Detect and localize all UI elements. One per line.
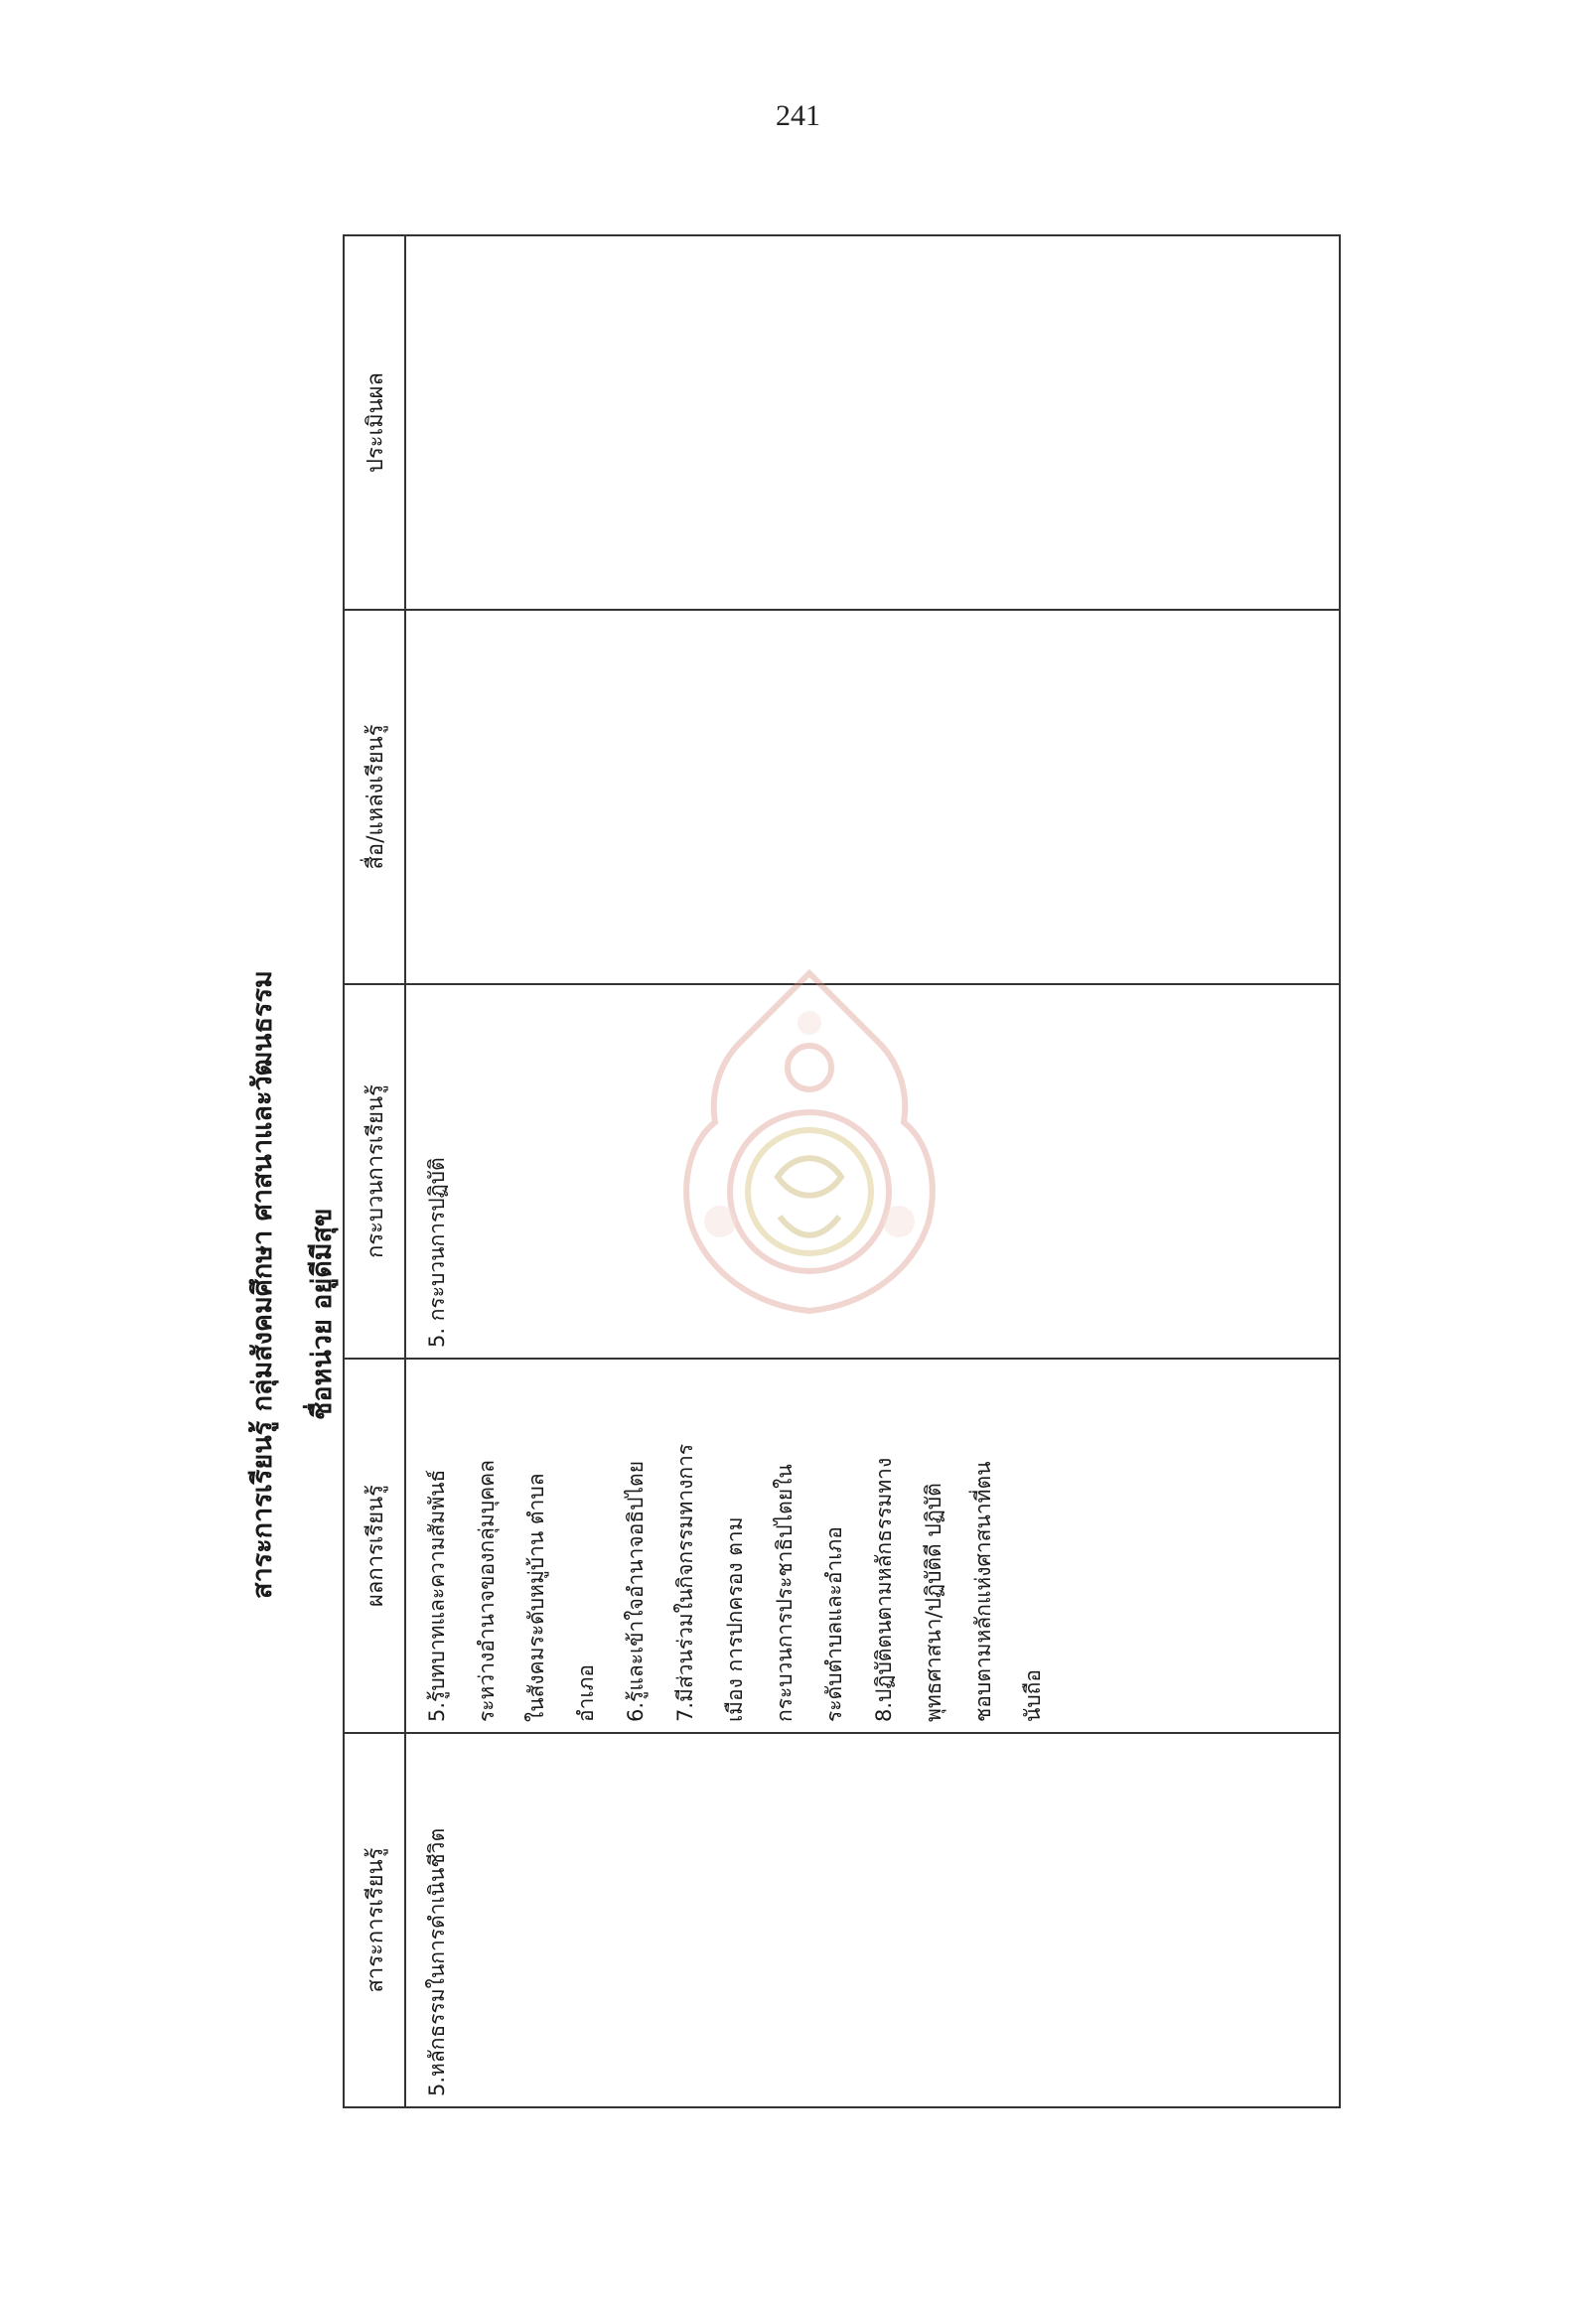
cell-media	[405, 610, 1340, 984]
outcome-line: 8.ปฏิบัติตนตามหลักธรรมทาง	[872, 1457, 896, 1722]
cell-outcomes	[405, 1359, 1340, 1733]
process-text: 5. กระบวนการปฏิบัติ	[425, 1157, 449, 1348]
cell-evaluation	[405, 235, 1340, 610]
header-process: กระบวนการเรียนรู้	[344, 984, 405, 1359]
outcome-line: นับถือ	[1021, 1668, 1045, 1722]
outcome-line: กระบวนการประชาธิปไตยใน	[773, 1464, 797, 1722]
unit-title: ชื่อหน่วย อยู่ดีมีสุข	[307, 1208, 338, 1420]
page-number: 241	[776, 99, 820, 132]
outcome-line: พุทธศาสนา/ปฏิบัติดี ปฏิบัติ	[922, 1483, 945, 1722]
outcome-line: 6.รู้และเข้าใจอำนาจอธิปไตย	[624, 1460, 648, 1722]
outcome-line: ระหว่างอำนาจของกลุ่มบุคคล	[475, 1459, 499, 1722]
outcome-line: 7.มีส่วนร่วมในกิจกรรมทางการ	[673, 1443, 697, 1722]
outcome-line: ในสังคมระดับหมู่บ้าน ตำบล	[524, 1473, 548, 1722]
header-evaluation: ประเมินผล	[344, 235, 405, 610]
title-main: สาระการเรียนรู้ กลุ่มสังคมศึกษา ศาสนาและวัฒนธรรม	[247, 970, 278, 1599]
outcome-line: อำเภอ	[574, 1663, 598, 1722]
table-header-row	[344, 235, 405, 2107]
outcome-line: ชอบตามหลักแห่งศาสนาที่ตน	[971, 1461, 995, 1722]
header-media: สื่อ/แหล่งเรียนรู้	[344, 610, 405, 984]
education-seal-icon	[660, 963, 958, 1321]
cell-subject	[405, 1733, 1340, 2107]
header-subject: สาระการเรียนรู้	[344, 1733, 405, 2107]
header-outcomes: ผลการเรียนรู้	[344, 1359, 405, 1733]
outcome-line: เมือง การปกครอง ตาม	[723, 1516, 747, 1722]
outcome-line: 5.รู้บทบาทและความสัมพันธ์	[425, 1469, 449, 1722]
subject-text: 5.หลักธรรมในการดำเนินชีวิต	[425, 1827, 449, 2096]
outcome-line: ระดับตำบลและอำเภอ	[822, 1526, 846, 1722]
